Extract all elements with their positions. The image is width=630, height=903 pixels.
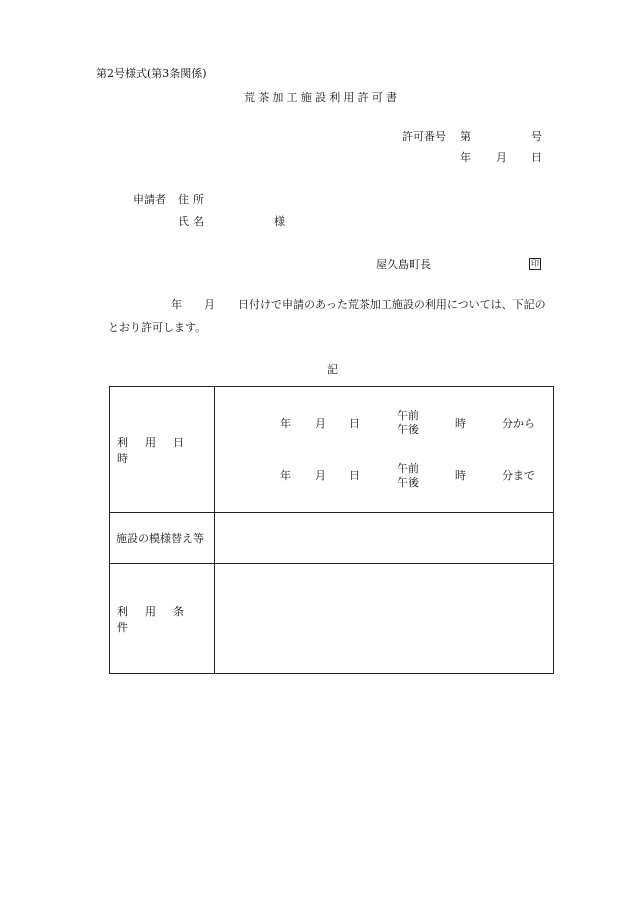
start-pm: 午後: [397, 423, 419, 436]
applicant-address-label: 住所: [178, 193, 208, 206]
table-row-datetime: [110, 387, 554, 513]
table-row-conditions: [110, 564, 554, 674]
datetime-value-cell: [215, 387, 554, 513]
permit-date-month: 月: [496, 151, 507, 164]
body-line1: 日付けで申請のあった荒茶加工施設の利用については、下記の: [238, 298, 546, 311]
applicant-name-label: 氏名: [178, 215, 208, 228]
renovation-label-cell: [110, 513, 215, 564]
datetime-label-text: 利用日時: [117, 435, 201, 465]
body-line2: とおり許可します。: [108, 321, 207, 334]
issuer-name: 屋久島町長: [376, 258, 431, 271]
conditions-label-text: 利用条件: [117, 604, 201, 634]
seal-label: 印: [531, 259, 539, 268]
start-ampm: [397, 409, 419, 437]
start-day: 日: [349, 417, 360, 430]
applicant-honorific: 様: [274, 215, 285, 228]
permit-date-day: 日: [531, 151, 542, 164]
page-title: 荒茶加工施設利用許可書: [244, 91, 401, 104]
body-year: 年: [171, 298, 182, 311]
permit-number-prefix: 第: [460, 130, 471, 143]
conditions-label: [110, 603, 214, 635]
end-ampm: [397, 462, 419, 490]
end-hour: 時: [455, 469, 466, 482]
start-minute-from: 分から: [502, 417, 535, 430]
renovation-label: 施設の模様替え等: [116, 532, 204, 545]
conditions-value-cell[interactable]: [215, 564, 554, 674]
permit-date-year: 年: [460, 151, 471, 164]
start-year: 年: [280, 417, 291, 430]
start-hour: 時: [455, 417, 466, 430]
end-month: 月: [315, 469, 326, 482]
details-table: [109, 386, 554, 674]
start-month: 月: [315, 417, 326, 430]
end-pm: 午後: [397, 476, 419, 489]
form-number: 第2号様式(第3条関係): [96, 67, 207, 80]
end-year: 年: [280, 469, 291, 482]
end-minute-until: 分まで: [502, 469, 535, 482]
end-day: 日: [349, 469, 360, 482]
permit-number-label: 許可番号: [402, 130, 446, 143]
seal-mark: [529, 258, 541, 270]
conditions-label-cell: [110, 564, 215, 674]
start-am: 午前: [397, 409, 419, 422]
permit-number-suffix: 号: [531, 130, 542, 143]
end-am: 午前: [397, 462, 419, 475]
datetime-label-cell: [110, 387, 215, 513]
applicant-label: 申請者: [133, 193, 166, 206]
body-month: 月: [204, 298, 215, 311]
renovation-value-cell[interactable]: [215, 513, 554, 564]
datetime-label: [110, 434, 214, 466]
table-row-renovation: [110, 513, 554, 564]
notes-heading: 記: [327, 363, 338, 376]
